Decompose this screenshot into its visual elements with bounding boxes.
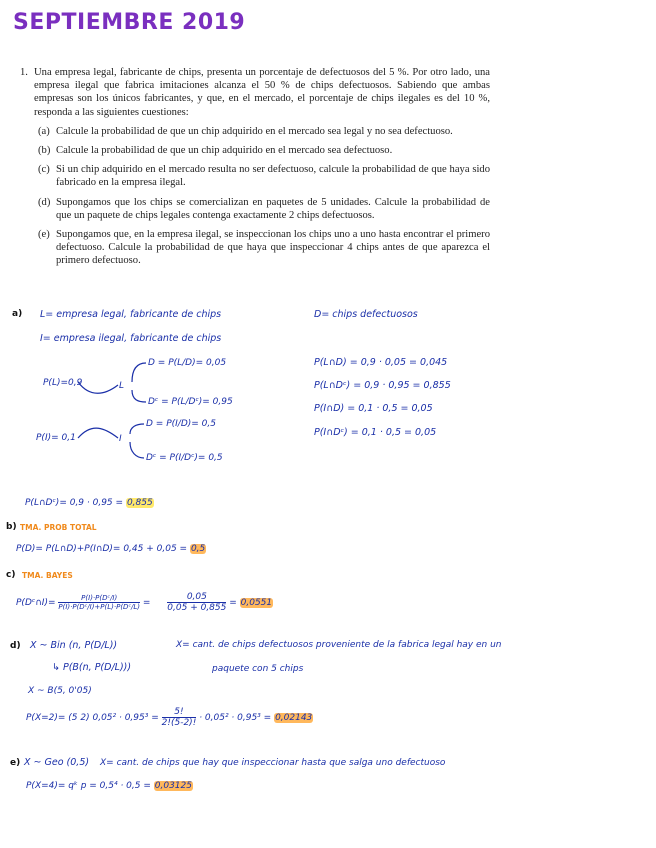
note-a-label: a) [12,309,23,319]
answer-e: 0,03125 [154,781,192,791]
tree-pI: P(I)= 0,1 [36,433,76,443]
c-num1: P(I)·P(Dᶜ/I) [81,594,118,602]
c-num2: 0,05 [186,592,207,602]
d-num: 5! [174,707,184,717]
page-title: SEPTIEMBRE 2019 [13,10,246,35]
d-fraction [162,707,197,728]
tree-branch-ID [130,424,144,434]
note-b-label: b) [6,522,17,532]
item-text: Si un chip adquirido en el mercado resulta no ser defectuoso, calcule la probabilidad de que haya sido fabricado en la empresa ilegal. [56,164,490,189]
tree-pL: P(L)=0,9 [43,378,83,388]
tree-node-L: L [119,381,125,391]
joint-prob-4: P(I∩Dᶜ) = 0,1 · 0,5 = 0,05 [314,427,437,438]
item-text: Calcule la probabilidad de que un chip adquirido en el mercado sea defectuoso. [56,145,393,157]
tree-IDc: Dᶜ = P(I/Dᶜ)= 0,5 [146,453,223,463]
c-den1: P(I)·P(Dᶜ/I)+P(L)·P(Dᶜ/L) [58,603,141,611]
note-d-label: d) [10,641,21,651]
d-tail: · 0,05² · 0,95³ = [199,713,272,723]
answer-b-line [16,544,206,554]
answer-b: 0,5 [190,544,206,554]
note-def-L: L= empresa legal, fabricante de chips [40,309,222,320]
note-def-D: D= chips defectuosos [314,309,418,320]
theorem-total-prob: TMA. PROB TOTAL [20,523,97,532]
tree-branch-LDc [132,390,146,402]
joint-prob-3: P(I∩D) = 0,1 · 0,5 = 0,05 [314,403,433,414]
problem-intro: Una empresa legal, fabricante de chips, presenta un porcentaje de defectuosos del 5 %. Por otro lado, una empresa ilegal que fabrica imitaciones alcanza el 50 % de chips defectuosos. Sabiendo que ambas empresas son los únicos fabricantes, y que, en el mercado, el porcentaje de chips ilegales es del 10 %, responda a las siguientes cuestiones: [34,67,490,118]
answer-a-line [25,498,154,508]
answer-c-line: P(Dᶜ∩I)= $\frac{\text{P(I)·P(Dᶜ/I)}}{\text{P(I)·P(Dᶜ/I)+P(L)·P(Dᶜ/L)}}$ = $\frac{0,05}{0,05 + 0,855}$ = 0,0551 [16,592,273,613]
item-text: Supongamos que, en la empresa ilegal, se inspeccionan los chips uno a uno hasta encontrar el primero defectuoso. Calcule la probabilidad de que haya que inspeccionar 4 chips antes de que aparezca el primero defectuoso. [56,229,490,267]
d-den: 2!(5-2)! [161,718,197,728]
d-params: X ~ B(5, 0'05) [28,686,92,696]
d-eq: P(X=2)= (5 2) 0,05² · 0,95³ = [26,713,159,723]
note-c-label: c) [6,570,16,580]
tree-LDc: Dᶜ = P(L/Dᶜ)= 0,95 [148,397,233,407]
joint-prob-1: P(L∩D) = 0,9 · 0,05 = 0,045 [314,357,448,368]
tree-node-I: I [119,434,122,444]
d-distribution-2: ↳ P(B(n, P(D/L))) [52,662,132,673]
theorem-bayes: TMA. BAYES [22,571,73,580]
tree-LD: D = P(L/D)= 0,05 [148,358,227,368]
item-label: (e) [38,229,50,241]
answer-b-eq: P(D)= P(L∩D)+P(I∩D)= 0,45 + 0,05 = [16,544,188,554]
item-text: Supongamos que los chips se comercializan en paquetes de 5 unidades. Calcule la probabilidad de que un paquete de chips legales contenga exactamente 2 chips defectuosos. [56,196,490,221]
item-label: (b) [38,145,51,157]
e-definition: X= cant. de chips que hay que inspeccionar hasta que salga uno defectuoso [100,758,446,768]
joint-prob-2: P(L∩Dᶜ) = 0,9 · 0,95 = 0,855 [314,380,451,391]
answer-e-line [26,781,193,791]
note-def-I: I= empresa ilegal, fabricante de chips [40,333,222,344]
tree-branch-IDc [130,442,144,458]
item-label: (c) [38,164,50,176]
c-den2: 0,05 + 0,855 [167,603,227,613]
tree-branch-L [78,382,118,393]
e-distribution: X ~ Geo (0,5) [24,757,90,768]
answer-a-prefix: P(L∩Dᶜ)= 0,9 · 0,95 = [25,498,124,508]
answer-a: 0,855 [126,498,153,508]
tree-branch-I [78,428,118,438]
problem-number: 1. [20,67,28,78]
d-definition-2: paquete con 5 chips [212,664,304,674]
tree-branch-LD [132,363,146,382]
d-dist2: P(B(n, P(D/L))) [62,662,132,673]
item-label: (d) [38,196,51,208]
answer-c: 0,0551 [240,598,273,608]
d-definition: X= cant. de chips defectuosos proveniente de la fabrica legal hay en un [176,640,502,650]
note-e-label: e) [10,758,21,768]
d-distribution: X ~ Bin (n, P(D/L)) [30,640,118,651]
answer-d-line [26,707,313,728]
item-text: Calcule la probabilidad de que un chip adquirido en el mercado sea legal y no sea defectuoso. [56,125,453,137]
c-fraction-values [167,592,226,613]
e-eq: P(X=4)= qᵏ p = 0,5⁴ · 0,5 = [26,781,151,791]
answer-d: 0,02143 [275,713,313,723]
c-lhs: P(Dᶜ∩I)= [16,598,56,608]
tree-ID: D = P(I/D)= 0,5 [146,419,216,429]
c-fraction-formula [58,594,140,611]
item-label: (a) [38,125,50,137]
